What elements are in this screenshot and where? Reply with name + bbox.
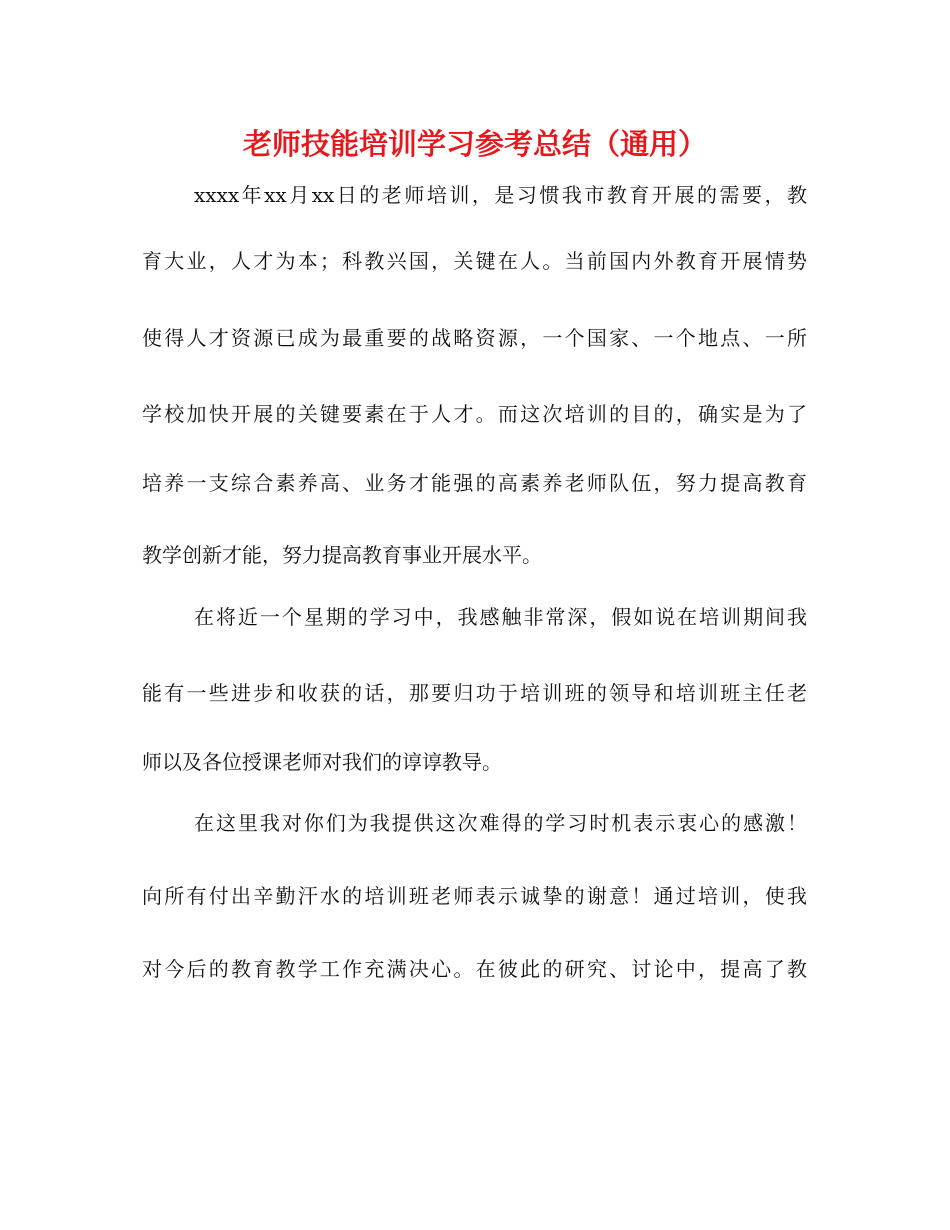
paragraph-2-line-1: 在将近一个星期的学习中，我感触非常深，假如说在培训期间我 (194, 605, 807, 629)
document-title: 老师技能培训学习参考总结（通用） (242, 127, 707, 161)
paragraph-1-line-3: 使得人才资源已成为最重要的战略资源，一个国家、一个地点、一所 (142, 326, 807, 350)
paragraph-1-line-4: 学校加快开展的关键要素在于人才。而这次培训的目的，确实是为了 (142, 402, 807, 426)
paragraph-3-line-1: 在这里我对你们为我提供这次难得的学习时机表示衷心的感激！ (194, 811, 807, 835)
paragraph-3-line-2: 向所有付出辛勤汗水的培训班老师表示诚挚的谢意！通过培训，使我 (142, 884, 807, 908)
paragraph-1-line-5: 培养一支综合素养高、业务才能强的高素养老师队伍，努力提高教育 (142, 471, 807, 495)
paragraph-1-line-2: 育大业，人才为本；科教兴国，关键在人。当前国内外教育开展情势 (142, 249, 807, 273)
paragraph-2-line-2: 能有一些进步和收获的话，那要归功于培训班的领导和培训班主任老 (142, 681, 807, 705)
paragraph-3-line-3: 对今后的教育教学工作充满决心。在彼此的研究、讨论中，提高了教 (142, 957, 807, 981)
paragraph-1-line-6: 教学创新才能，努力提高教育事业开展水平。 (142, 543, 542, 567)
paragraph-1-line-1: xxxx年xx月xx日的老师培训，是习惯我市教育开展的需要，教 (194, 183, 807, 207)
paragraph-2-line-3: 师以及各位授课老师对我们的谆谆教导。 (142, 750, 502, 774)
